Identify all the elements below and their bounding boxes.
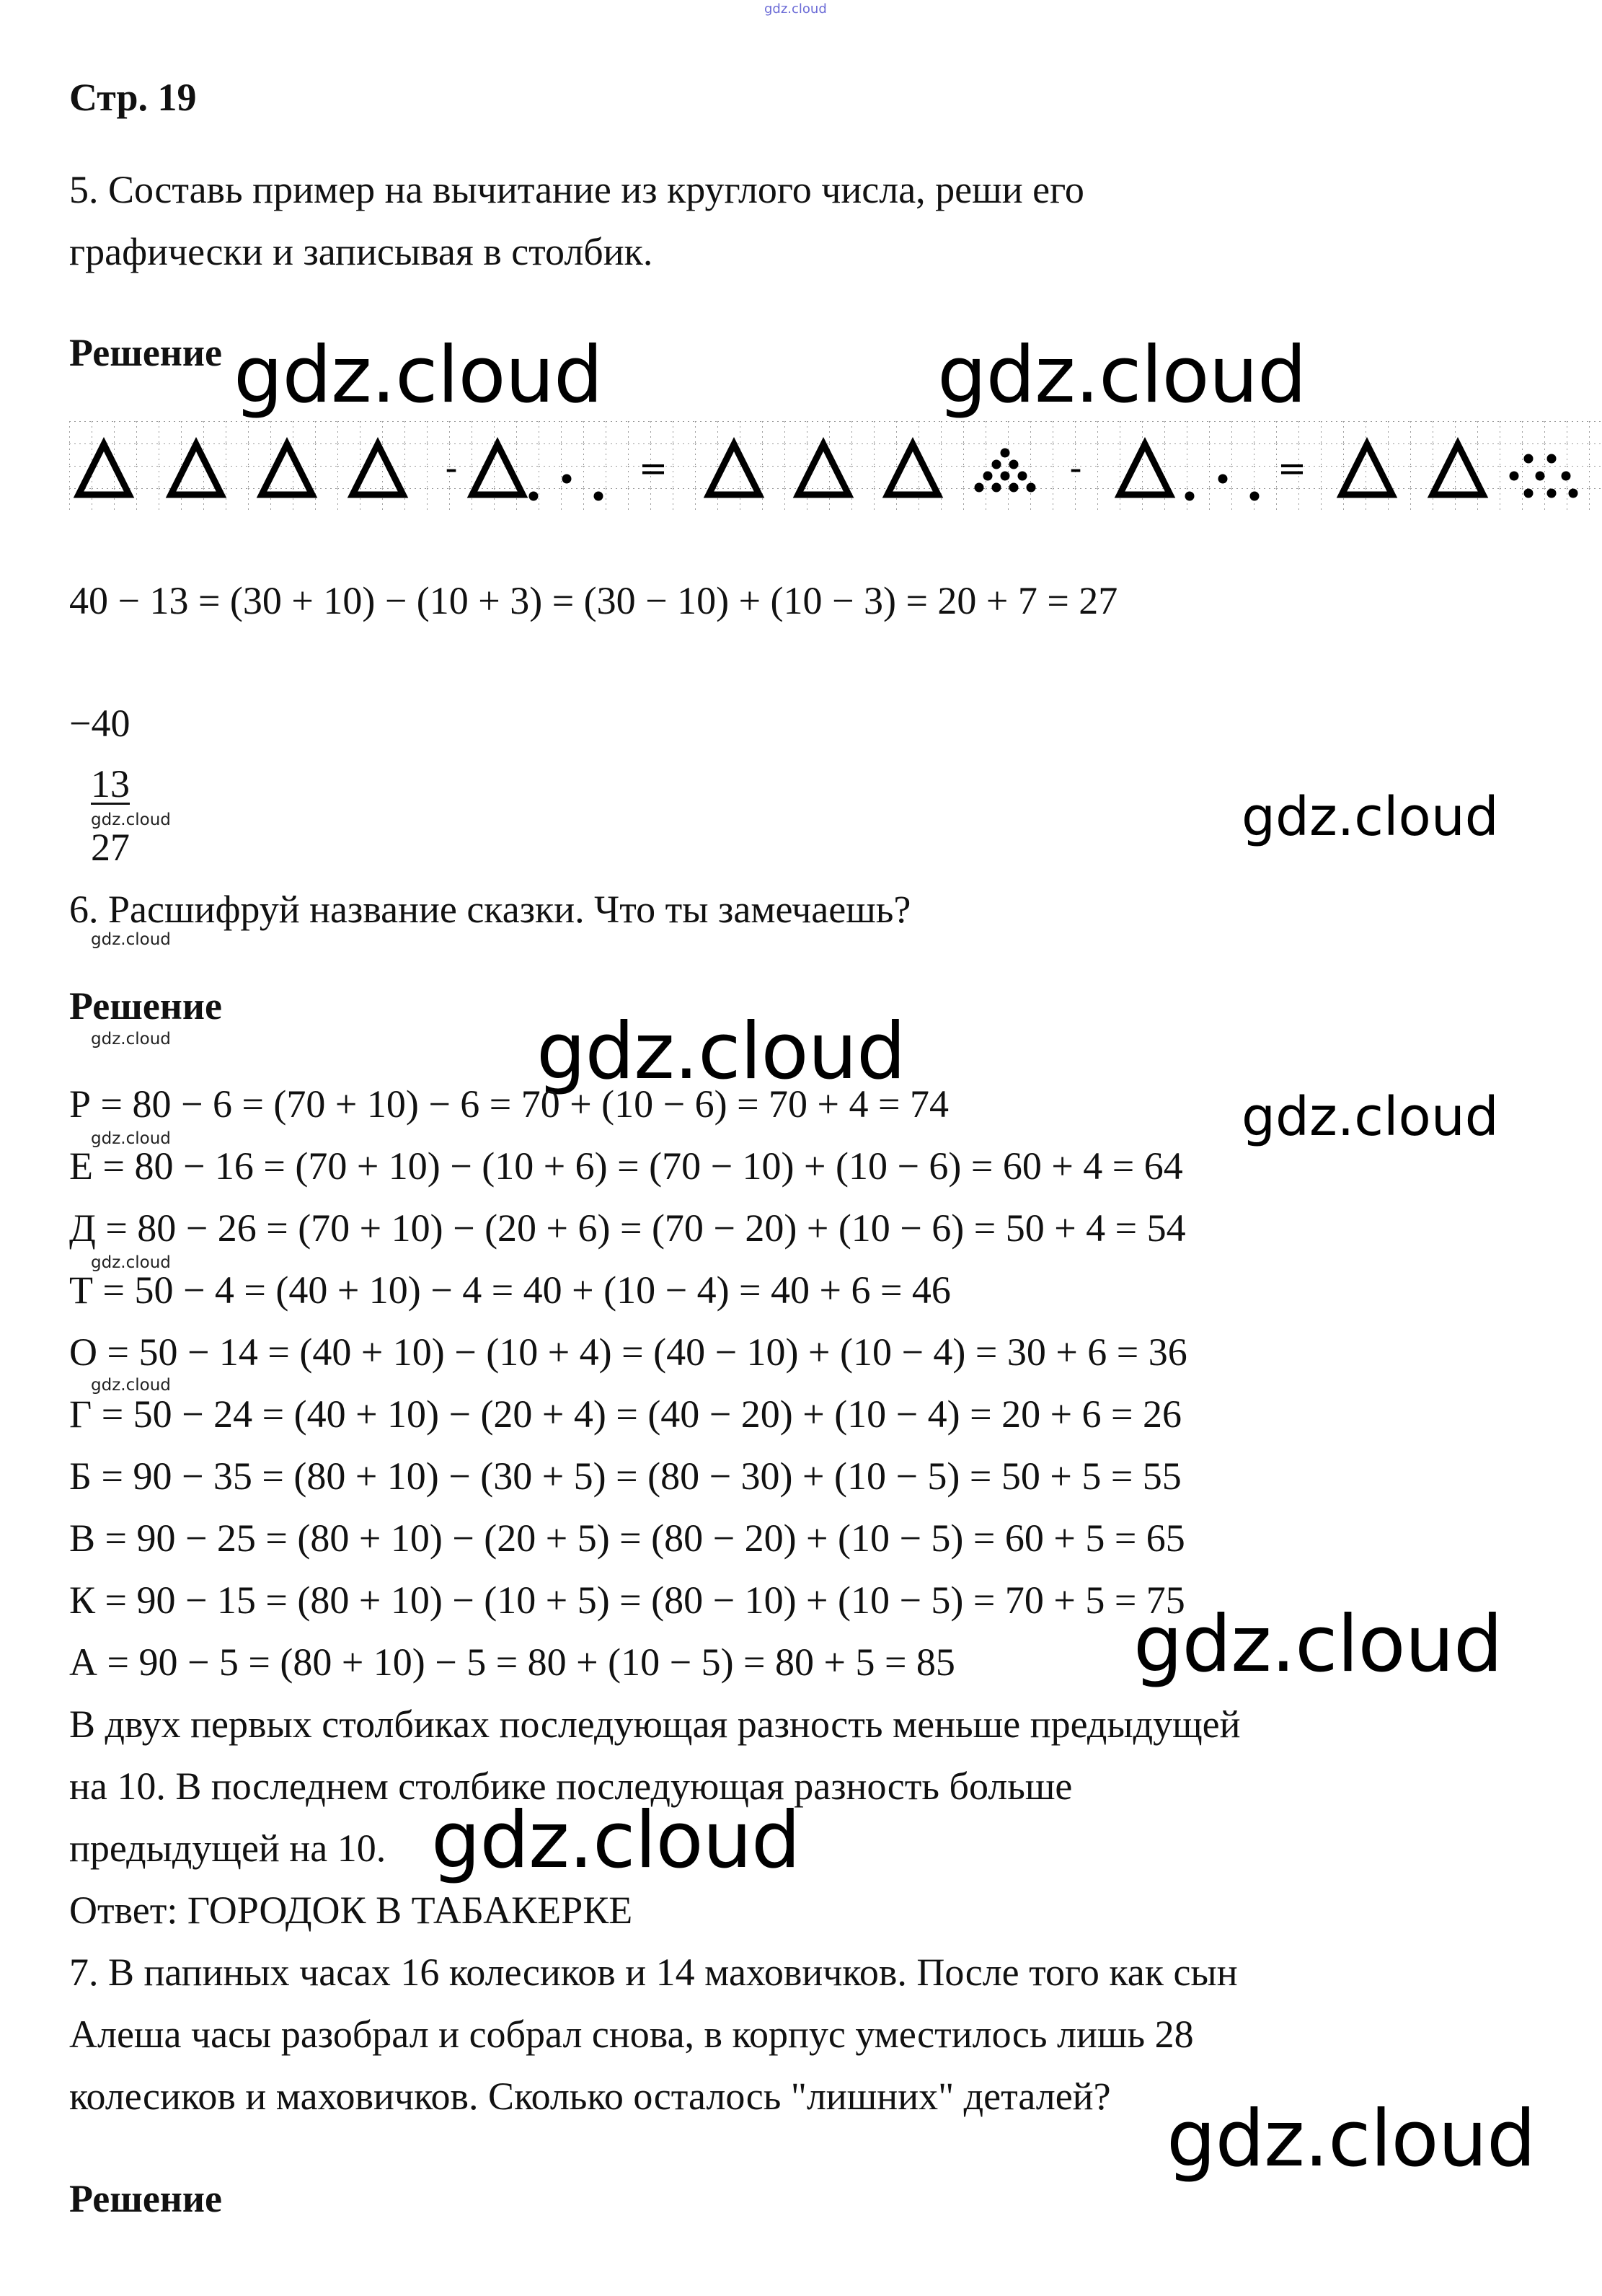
watermark-mid: gdz.cloud [1242,786,1499,848]
task6-question: 6. Расшифруй название сказки. Что ты замечаешь? [69,888,911,931]
task6-solution-label: Решение [69,984,222,1028]
cipher-line-r: Р = 80 − 6 = (70 + 10) − 6 = 70 + (10 − 6) = 70 + 4 = 74 [69,1082,949,1126]
equals-sign: = [638,449,668,489]
watermark-big: gdz.cloud [536,1007,906,1097]
watermark-small: gdz.cloud [91,1129,171,1148]
cipher-line-a: А = 90 − 5 = (80 + 10) − 5 = 80 + (10 − 5) = 80 + 5 = 85 [69,1641,955,1684]
task5-question-line-2: графически и записывая в столбик. [69,230,653,273]
cipher-line-b: Б = 90 − 35 = (80 + 10) − (30 + 5) = (80 − 30) + (10 − 5) = 50 + 5 = 55 [69,1454,1182,1498]
cipher-line-d: Д = 80 − 26 = (70 + 10) − (20 + 6) = (70 − 20) + (10 − 6) = 50 + 4 = 54 [69,1206,1186,1250]
cipher-line-t: Т = 50 − 4 = (40 + 10) − 4 = 40 + (10 − 4) = 40 + 6 = 46 [69,1268,951,1312]
task7-question-line-3: колесиков и маховичков. Сколько осталось "лишних" деталей? [69,2075,1111,2118]
watermark-small: gdz.cloud [91,1253,171,1272]
minus-sign: - [1069,449,1082,489]
task5-question-line-1: 5. Составь пример на вычитание из круглого числа, реши его [69,168,1084,211]
watermark-small: gdz.cloud [91,930,171,949]
minus-sign: - [445,449,458,489]
cipher-line-g: Г = 50 − 24 = (40 + 10) − (20 + 4) = (40 − 20) + (10 − 4) = 20 + 6 = 26 [69,1392,1182,1436]
watermark-big: gdz.cloud [234,330,603,420]
watermark-small: gdz.cloud [91,811,171,829]
task5-equation: 40 − 13 = (30 + 10) − (10 + 3) = (30 − 10) + (10 − 3) = 20 + 7 = 27 [69,579,1118,622]
observation-line-1: В двух первых столбиках последующая разность меньше предыдущей [69,1703,1241,1746]
column-result: 27 [91,826,130,869]
cipher-line-o: О = 50 − 14 = (40 + 10) − (10 + 4) = (40 − 10) + (10 − 4) = 30 + 6 = 36 [69,1330,1187,1374]
watermark-big: gdz.cloud [937,330,1306,420]
watermark-top: gdz.cloud [764,1,827,17]
watermark-small: gdz.cloud [91,1030,171,1048]
watermark-mid: gdz.cloud [1242,1086,1499,1148]
cipher-line-e: Е = 80 − 16 = (70 + 10) − (10 + 6) = (70 − 10) + (10 − 6) = 60 + 4 = 64 [69,1144,1183,1188]
task7-solution-label: Решение [69,2177,222,2220]
task7-question-line-1: 7. В папиных часах 16 колесиков и 14 маховичков. После того как сын [69,1951,1238,1994]
task5-solution-label: Решение [69,331,222,374]
task7-question-line-2: Алеша часы разобрал и собрал снова, в корпус уместилось лишь 28 [69,2013,1194,2056]
watermark-small: gdz.cloud [91,1376,171,1395]
cipher-line-k: К = 90 − 15 = (80 + 10) − (10 + 5) = (80 − 10) + (10 − 5) = 70 + 5 = 75 [69,1578,1185,1622]
graphic-solution-strip [69,417,1602,518]
observation-line-3: предыдущей на 10. [69,1827,386,1870]
equals-sign: = [1277,449,1307,489]
page-header: Стр. 19 [69,76,197,119]
watermark-big: gdz.cloud [431,1796,800,1886]
task6-answer: Ответ: ГОРОДОК В ТАБАКЕРКЕ [69,1889,633,1932]
column-subtrahend: 13 [91,762,130,805]
observation-line-2: на 10. В последнем столбике последующая разность больше [69,1765,1073,1808]
watermark-big: gdz.cloud [1133,1599,1503,1690]
cipher-line-v: В = 90 − 25 = (80 + 10) − (20 + 5) = (80 − 20) + (10 − 5) = 60 + 5 = 65 [69,1516,1185,1560]
watermark-big: gdz.cloud [1167,2094,1536,2184]
column-minuend: −40 [69,702,130,745]
